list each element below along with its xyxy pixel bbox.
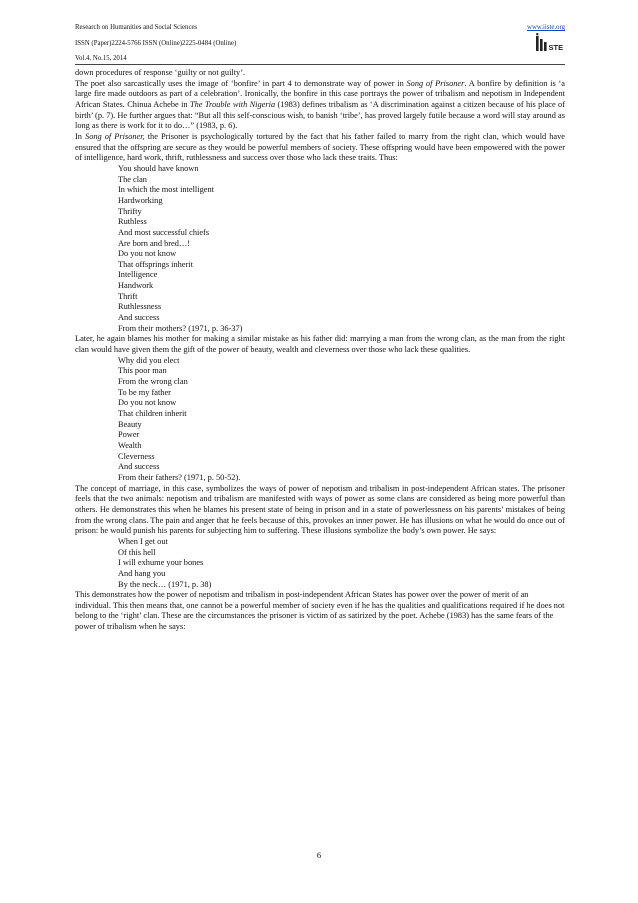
svg-text:STE: STE bbox=[548, 43, 564, 52]
verse-line: Thrift bbox=[118, 291, 138, 301]
title-trouble-with-nigeria: The Trouble with Nigeria bbox=[189, 99, 276, 109]
verse-line: To be my father bbox=[118, 387, 171, 397]
journal-url-link[interactable]: www.iiste.org bbox=[527, 24, 565, 31]
verse-line: This poor man bbox=[118, 366, 167, 376]
verse-line: Ruthlessness bbox=[118, 302, 162, 312]
verse-line: Power bbox=[118, 430, 140, 440]
paragraph-2: The poet also sarcastically uses the image of ‘bonfire’ in part 4 to demonstrate way of power in Song of Prisoner. A bonfire by definition is ‘a large fire made outdoors as part of a celebration’. Ironically, the bonfire in this case portrays the power of tribalism and nepotism in Independent African States. Chinua Achebe in The Trouble with Nigeria (1983) defines tribalism as ‘A discrimination against a citizen because of his place of birth’ (p. 7). He further argues that: “But all this self-conscious wish, to banish ‘tribe’, has proved largely futile because a word will stay around as long as there is work for it to do…” (1983, p. 6). bbox=[75, 78, 566, 131]
header-rule bbox=[75, 64, 565, 65]
page-number: 6 bbox=[316, 850, 322, 860]
verse-line: And most successful chiefs bbox=[118, 227, 210, 237]
journal-name: Research on Humanities and Social Sciences bbox=[75, 24, 198, 31]
verse-quote-1 bbox=[75, 164, 565, 335]
paragraph-4: Later, he again blames his mother for making a similar mistake as his father did: marrying a man from the wrong clan, as the man from the right clan would have given them the gift of the power of beauty, wealth and cleverness over those who lack these qualities. bbox=[75, 334, 565, 355]
verse-line: And success bbox=[118, 462, 160, 472]
verse-quote-3 bbox=[75, 537, 565, 590]
paragraph-5: The concept of marriage, in this case, symbolizes the ways of power of nepotism and tribalism in post-independent African states. The prisoner feels that the two animals: nepotism and tribalism are manifested with ways of power as some clans are considered as being more powerful than others. He demonstrates this when he blames his present state of being in prison and in a state of powerlessness on his parents’ mistakes of being from the wrong clans. The pain and anger that he feels because of this, provokes an inner power. He has illusions on what he would do once out of prison: he would punish his parents for subjecting him to suffering. These illusions symbolize the body’s own power. He says: bbox=[75, 483, 565, 536]
verse-line: Do you not know bbox=[118, 398, 177, 408]
title-song-of-prisoner: Song of Prisoner bbox=[406, 78, 465, 88]
verse-line: Are born and bred…! bbox=[118, 238, 191, 248]
verse-line: Hardworking bbox=[118, 195, 163, 205]
verse-line: When I get out bbox=[118, 536, 168, 546]
volume-line: Vol.4, No.15, 2014 bbox=[75, 55, 127, 62]
paragraph-1: down procedures of response ‘guilty or not guilty’. bbox=[75, 68, 246, 77]
verse-line: That offsprings inherit bbox=[118, 259, 193, 269]
verse-line: Beauty bbox=[118, 419, 142, 429]
verse-line: From their fathers? (1971, p. 50-52). bbox=[118, 472, 241, 482]
iiste-logo-icon bbox=[536, 33, 564, 53]
verse-line: From the wrong clan bbox=[118, 377, 188, 387]
verse-line: Of this hell bbox=[118, 547, 156, 557]
paragraph-3: In Song of Prisoner, the Prisoner is psychologically tortured by the fact that his father failed to marry from the right clan, which would have ensured that the offspring are secure as they would be powerful members of society. These offspring would have been empowered with the power of intelligence, hard work, thrift, ruthlessness and success over those who lack these traits. Thus: bbox=[75, 131, 565, 163]
verse-line: Intelligence bbox=[118, 270, 158, 280]
paragraph-6: This demonstrates how the power of nepotism and tribalism in post-independent African States has power over the power of merit of an individual. This then means that, one cannot be a powerful member of society even if he has the qualities and qualifications required if he does not belong to the ‘right’ clan. These are the circumstances the prisoner is victim of as satirized by the poet. Achebe (1983) has the same fears of the power of tribalism when he says: bbox=[75, 590, 565, 632]
verse-line: Cleverness bbox=[118, 451, 155, 461]
verse-line: And success bbox=[118, 313, 160, 323]
verse-line: Do you not know bbox=[118, 249, 177, 259]
verse-line: From their mothers? (1971, p. 36-37) bbox=[118, 323, 243, 333]
title-song-of-prisoner: Song of Prisoner, bbox=[85, 131, 145, 141]
verse-line: I will exhume your bones bbox=[118, 558, 204, 568]
article-body bbox=[75, 68, 565, 633]
verse-line: Handwork bbox=[118, 281, 154, 291]
verse-line: Why did you elect bbox=[118, 355, 180, 365]
verse-line: By the neck… (1971, p. 38) bbox=[118, 579, 212, 589]
verse-line: The clan bbox=[118, 174, 147, 184]
verse-line: And hang you bbox=[118, 568, 166, 578]
verse-line: Wealth bbox=[118, 440, 142, 450]
verse-line: You should have known bbox=[118, 163, 199, 173]
running-header bbox=[75, 20, 565, 67]
verse-line: Ruthless bbox=[118, 217, 147, 227]
verse-line: In which the most intelligent bbox=[118, 185, 214, 195]
verse-line: Thrifty bbox=[118, 206, 142, 216]
issn-line: ISSN (Paper)2224-5766 ISSN (Online)2225-0484 (Online) bbox=[75, 39, 237, 47]
verse-quote-2 bbox=[75, 356, 565, 484]
verse-line: That children inherit bbox=[118, 409, 187, 418]
